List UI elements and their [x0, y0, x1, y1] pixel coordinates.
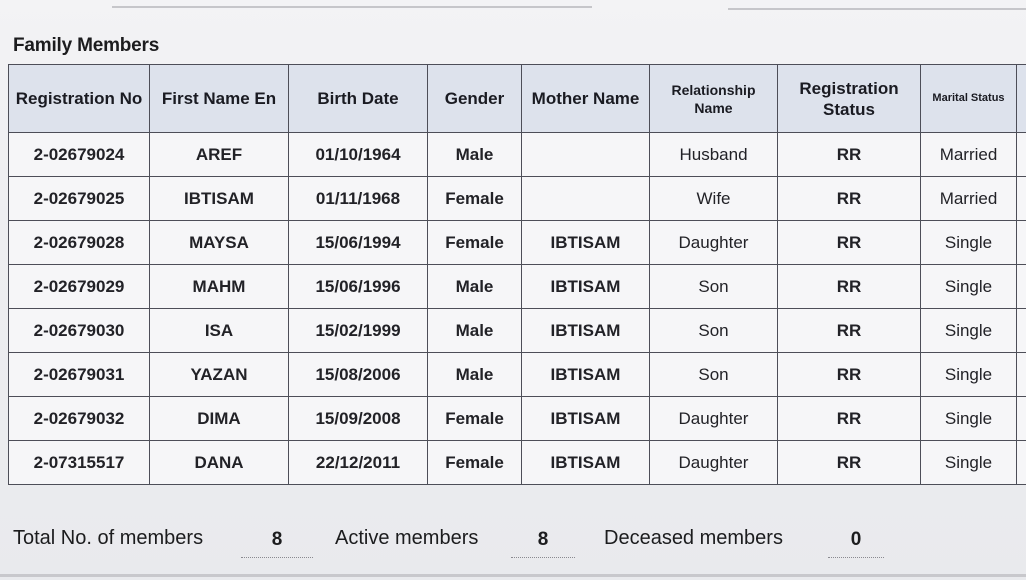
column-header-relationship-name: Relationship Name: [650, 65, 778, 133]
cell-mother-name: IBTISAM: [522, 353, 650, 397]
cell-marital-status: Single: [921, 265, 1017, 309]
cell-birth-date: 01/10/1964: [289, 133, 428, 177]
cell-relationship: Son: [650, 265, 778, 309]
cell-marital-status: Single: [921, 221, 1017, 265]
cell-mother-name: IBTISAM: [522, 309, 650, 353]
cell-birth-date: 15/06/1994: [289, 221, 428, 265]
header-rule: [112, 6, 592, 8]
cell-registration-no: 2-02679031: [9, 353, 150, 397]
cell-registration-status: RR: [778, 353, 921, 397]
column-header-first-name: First Name En: [150, 65, 289, 133]
header-rule: [728, 8, 1026, 10]
cell-registration-status: RR: [778, 441, 921, 485]
table-row: [9, 177, 1026, 221]
cell-gender: Female: [428, 221, 522, 265]
cell-registration-status: RR: [778, 265, 921, 309]
cell-truncated: [1017, 441, 1026, 485]
cell-marital-status: Single: [921, 309, 1017, 353]
cell-registration-no: 2-02679032: [9, 397, 150, 441]
table-row: [9, 353, 1026, 397]
cell-birth-date: 15/08/2006: [289, 353, 428, 397]
cell-relationship: Daughter: [650, 221, 778, 265]
cell-birth-date: 15/09/2008: [289, 397, 428, 441]
cell-mother-name: IBTISAM: [522, 397, 650, 441]
column-header-truncated: [1017, 65, 1026, 133]
total-members-value: 8: [241, 529, 313, 558]
cell-registration-no: 2-02679028: [9, 221, 150, 265]
table-row: [9, 441, 1026, 485]
deceased-members-value: 0: [828, 529, 884, 558]
cell-gender: Female: [428, 441, 522, 485]
cell-registration-no: 2-02679030: [9, 309, 150, 353]
cell-registration-status: RR: [778, 309, 921, 353]
cell-relationship: Husband: [650, 133, 778, 177]
cell-gender: Male: [428, 309, 522, 353]
cell-first-name: MAYSA: [150, 221, 289, 265]
table-header-row: [9, 65, 1026, 133]
cell-registration-no: 2-02679025: [9, 177, 150, 221]
cell-first-name: MAHM: [150, 265, 289, 309]
cell-marital-status: Single: [921, 441, 1017, 485]
total-members-label: Total No. of members: [13, 527, 204, 549]
cell-birth-date: 22/12/2011: [289, 441, 428, 485]
column-header-mother-name: Mother Name: [522, 65, 650, 133]
deceased-members-label: Deceased members: [604, 527, 783, 549]
table-row: [9, 265, 1026, 309]
cell-relationship: Daughter: [650, 441, 778, 485]
section-title: Family Members: [13, 35, 160, 56]
cell-truncated: [1017, 397, 1026, 441]
column-header-gender: Gender: [428, 65, 522, 133]
table-row: [9, 221, 1026, 265]
cell-gender: Male: [428, 133, 522, 177]
cell-truncated: [1017, 265, 1026, 309]
cell-relationship: Wife: [650, 177, 778, 221]
cell-birth-date: 15/06/1996: [289, 265, 428, 309]
cell-birth-date: 15/02/1999: [289, 309, 428, 353]
cell-relationship: Son: [650, 353, 778, 397]
cell-first-name: IBTISAM: [150, 177, 289, 221]
cell-registration-status: RR: [778, 221, 921, 265]
column-header-registration-no: Registration No: [9, 65, 150, 133]
cell-registration-status: RR: [778, 397, 921, 441]
cell-first-name: AREF: [150, 133, 289, 177]
cell-marital-status: Married: [921, 133, 1017, 177]
cell-gender: Male: [428, 353, 522, 397]
cell-relationship: Daughter: [650, 397, 778, 441]
cell-registration-no: 2-02679029: [9, 265, 150, 309]
family-members-table: [8, 64, 1026, 485]
cell-truncated: [1017, 353, 1026, 397]
column-header-birth-date: Birth Date: [289, 65, 428, 133]
column-header-marital-status: Marital Status: [921, 65, 1017, 133]
table-row: [9, 397, 1026, 441]
table-row: [9, 133, 1026, 177]
cell-gender: Male: [428, 265, 522, 309]
cell-birth-date: 01/11/1968: [289, 177, 428, 221]
cell-first-name: DIMA: [150, 397, 289, 441]
cell-truncated: [1017, 133, 1026, 177]
cell-truncated: [1017, 221, 1026, 265]
cell-marital-status: Single: [921, 353, 1017, 397]
cell-truncated: [1017, 309, 1026, 353]
active-members-label: Active members: [335, 527, 479, 549]
active-members-value: 8: [511, 529, 575, 558]
cell-registration-no: 2-07315517: [9, 441, 150, 485]
cell-mother-name: IBTISAM: [522, 441, 650, 485]
cell-relationship: Son: [650, 309, 778, 353]
cell-mother-name: [522, 177, 650, 221]
cell-registration-status: RR: [778, 177, 921, 221]
footer-rule: [0, 574, 1026, 577]
cell-marital-status: Married: [921, 177, 1017, 221]
cell-marital-status: Single: [921, 397, 1017, 441]
cell-gender: Female: [428, 177, 522, 221]
cell-first-name: ISA: [150, 309, 289, 353]
cell-first-name: DANA: [150, 441, 289, 485]
column-header-registration-status: Registration Status: [778, 65, 921, 133]
cell-registration-no: 2-02679024: [9, 133, 150, 177]
cell-mother-name: [522, 133, 650, 177]
cell-gender: Female: [428, 397, 522, 441]
cell-truncated: [1017, 177, 1026, 221]
cell-registration-status: RR: [778, 133, 921, 177]
cell-mother-name: IBTISAM: [522, 265, 650, 309]
cell-first-name: YAZAN: [150, 353, 289, 397]
table-row: [9, 309, 1026, 353]
cell-mother-name: IBTISAM: [522, 221, 650, 265]
